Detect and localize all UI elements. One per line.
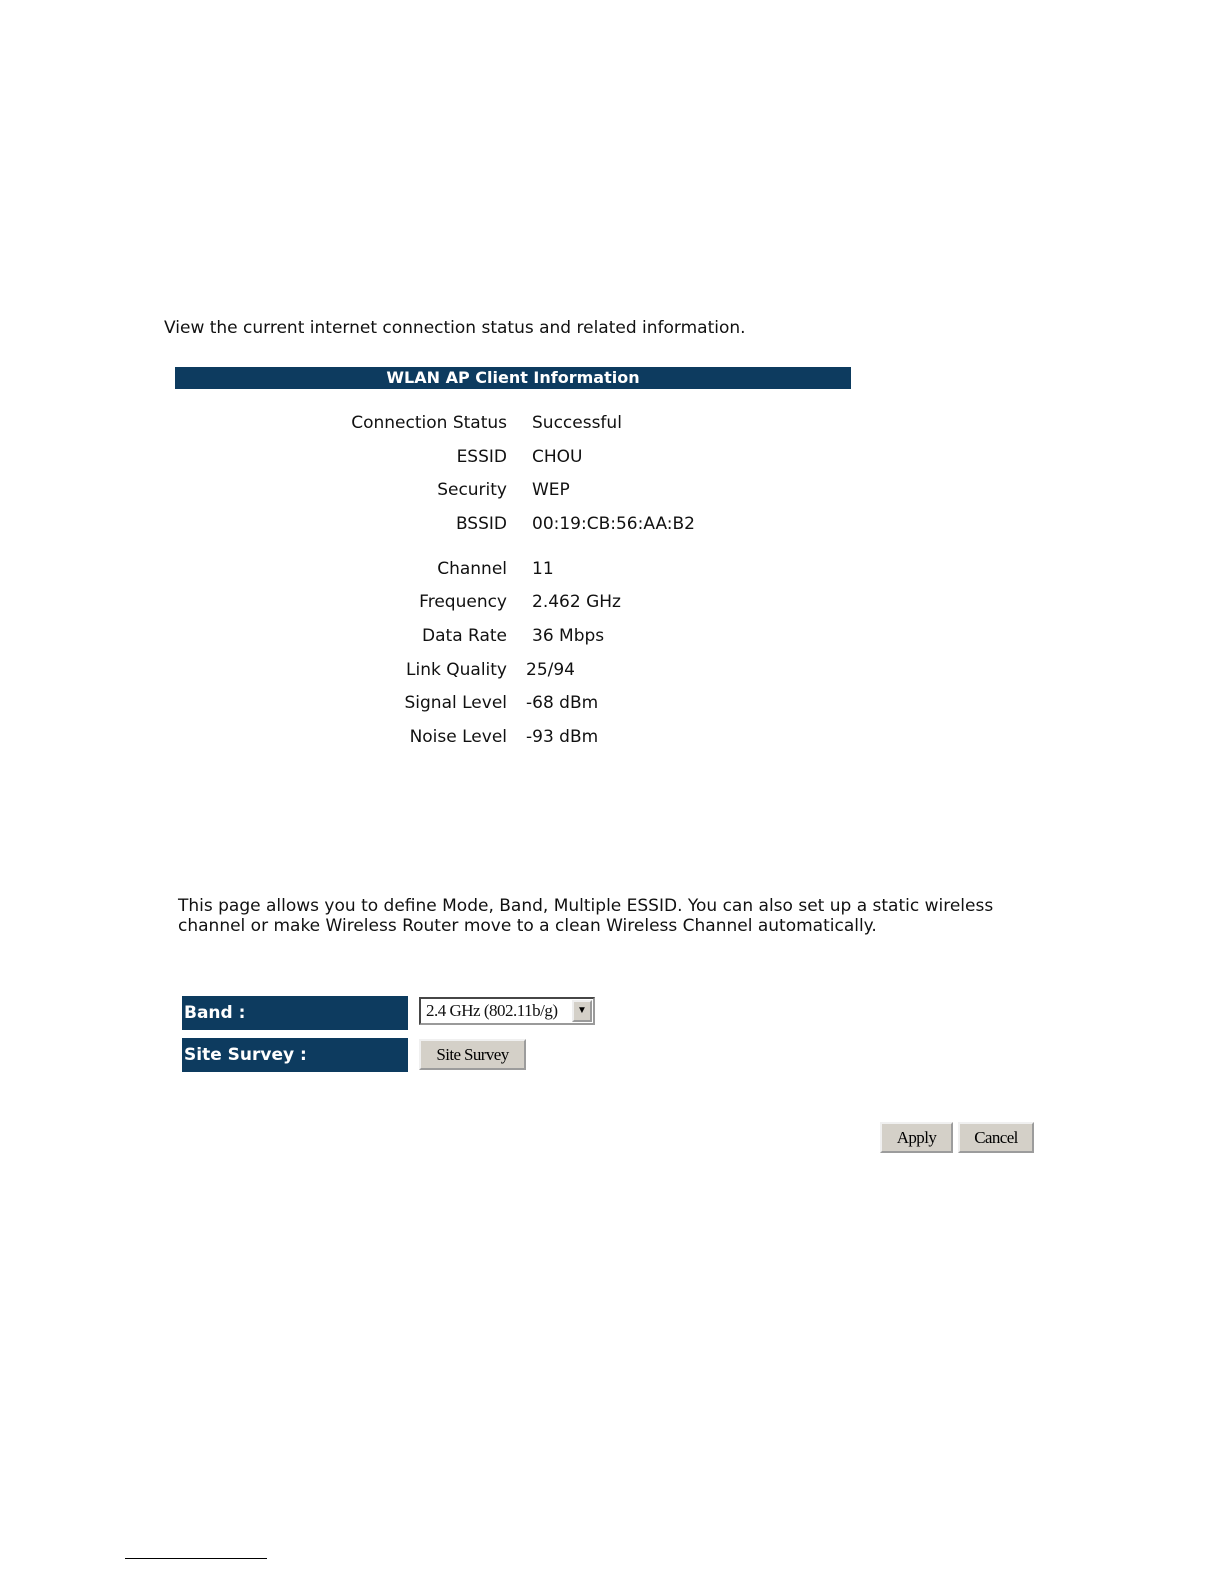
band-label: Band : (182, 996, 408, 1030)
cancel-button[interactable]: Cancel (958, 1122, 1034, 1153)
info-label: Data Rate (422, 626, 507, 646)
info-row-data-rate (175, 624, 851, 648)
info-row-channel (175, 557, 851, 581)
info-label: Frequency (419, 592, 507, 612)
info-label: Link Quality (406, 660, 507, 680)
info-label: BSSID (455, 514, 507, 534)
info-row-connection-status (175, 411, 851, 435)
info-row-frequency (175, 590, 851, 614)
footnote-divider (125, 1558, 267, 1559)
info-label: ESSID (456, 447, 507, 467)
info-row-noise-level (175, 725, 851, 749)
info-value: -68 dBm (526, 693, 599, 713)
wlan-info-table-title: WLAN AP Client Information (175, 367, 851, 389)
info-value: WEP (532, 480, 570, 500)
info-row-security (175, 478, 851, 502)
apply-button[interactable]: Apply (880, 1122, 953, 1153)
info-label: Connection Status (351, 413, 507, 433)
info-value: Successful (532, 413, 622, 433)
info-label: Channel (437, 559, 507, 579)
info-value: 2.462 GHz (532, 592, 621, 612)
info-value: -93 dBm (526, 727, 599, 747)
info-value: 00:19:CB:56:AA:B2 (532, 514, 695, 534)
info-value: 11 (532, 559, 554, 579)
site-survey-button[interactable]: Site Survey (419, 1039, 526, 1070)
chevron-down-icon[interactable]: ▼ (572, 1000, 592, 1022)
info-value: CHOU (532, 447, 583, 467)
info-label: Signal Level (404, 693, 507, 713)
info-label: Noise Level (409, 727, 507, 747)
info-row-essid (175, 445, 851, 469)
info-label: Security (437, 480, 507, 500)
info-row-bssid (175, 512, 851, 536)
status-intro-text: View the current internet connection status and related information. (164, 318, 746, 338)
site-survey-label: Site Survey : (182, 1038, 408, 1072)
band-selected-value: 2.4 GHz (802.11b/g) (426, 1001, 558, 1020)
info-row-link-quality (175, 658, 851, 682)
info-value: 36 Mbps (532, 626, 605, 646)
info-row-signal-level (175, 691, 851, 715)
band-select[interactable] (419, 997, 595, 1025)
info-value: 25/94 (526, 660, 575, 680)
config-intro-text: This page allows you to define Mode, Band, Multiple ESSID. You can also set up a static wireless channel or make Wireless Router move to a clean Wireless Channel automatically. (178, 896, 994, 936)
